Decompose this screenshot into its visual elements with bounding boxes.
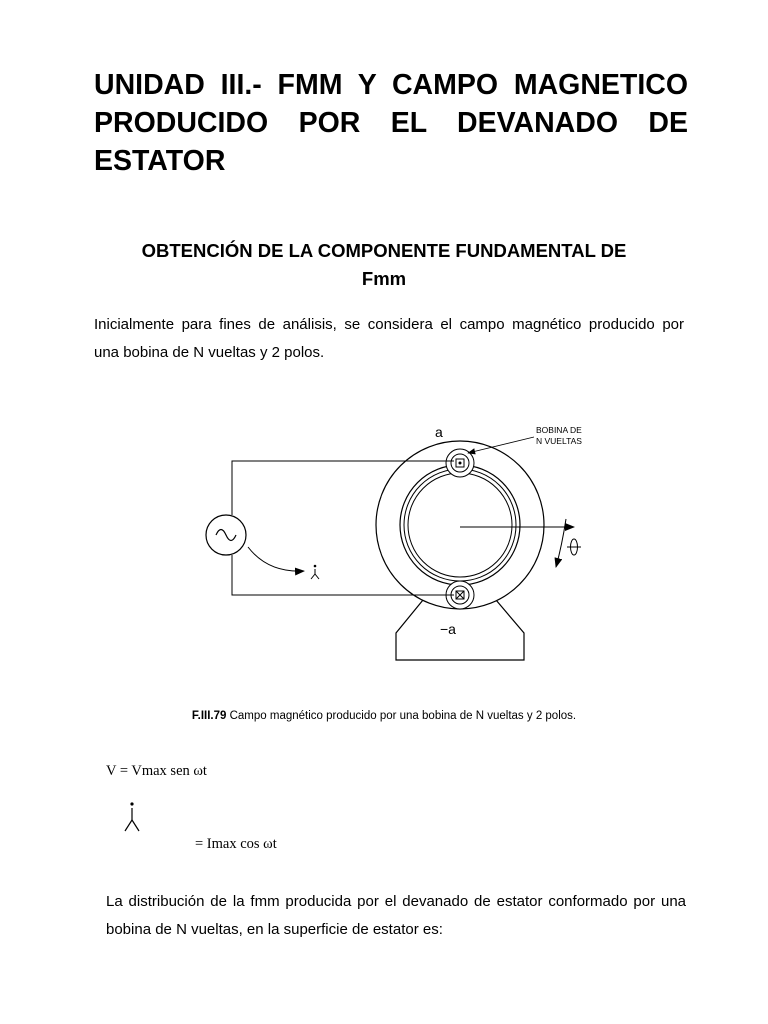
stator-coil-figure bbox=[196, 415, 596, 670]
current-symbol-icon bbox=[311, 565, 319, 579]
figure-caption bbox=[94, 710, 674, 722]
current-equation: = Imax cos ωt bbox=[195, 836, 277, 852]
label-bobina-2: N VUELTAS bbox=[536, 436, 582, 446]
figure-caption-text: Campo magnético producido por una bobina de N vueltas y 2 polos. bbox=[226, 710, 577, 722]
figure-caption-ref: F.III.79 bbox=[191, 710, 227, 722]
label-bobina-1: BOBINA DE bbox=[536, 425, 582, 435]
page-title: UNIDAD III.- FMM Y CAMPO MAGNETICO PRODUCIDO POR EL DEVANADO DE ESTATOR bbox=[94, 69, 688, 177]
intro-paragraph-line-1: Inicialmente para fines de análisis, se considera el campo magnético producido por bbox=[94, 316, 684, 333]
intro-paragraph bbox=[94, 311, 684, 367]
ac-source-icon bbox=[206, 515, 246, 555]
voltage-equation: V = Vmax sen ωt bbox=[106, 763, 207, 779]
section-heading-line-2: Fmm bbox=[361, 268, 407, 289]
coil-top-dot bbox=[446, 449, 474, 477]
current-i-icon bbox=[120, 800, 144, 836]
fmm-paragraph-line-2: bobina de N vueltas, en la superficie de estator es: bbox=[106, 921, 443, 938]
fmm-paragraph-line-1: La distribución de la fmm producida por el devanado de estator conformado por una bbox=[106, 893, 686, 910]
rotation-arrow bbox=[556, 519, 566, 567]
fmm-paragraph bbox=[106, 888, 686, 944]
current-arrow bbox=[248, 547, 304, 571]
theta-icon bbox=[567, 539, 581, 555]
section-heading-line-1: OBTENCIÓN DE LA COMPONENTE FUNDAMENTAL DE bbox=[141, 240, 627, 261]
label-a: a bbox=[435, 424, 443, 440]
intro-paragraph-line-2: una bobina de N vueltas y 2 polos. bbox=[94, 344, 325, 361]
label-minus-a: −a bbox=[440, 621, 456, 637]
section-heading bbox=[94, 237, 674, 293]
